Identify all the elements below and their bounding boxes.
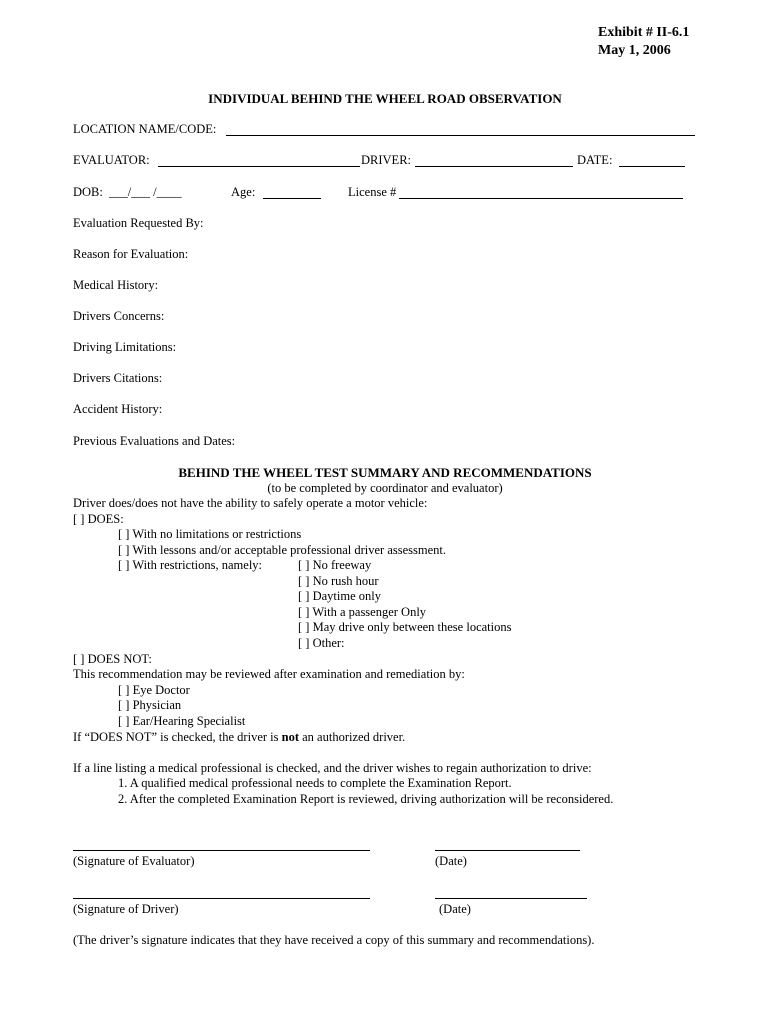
evaluator-date-line[interactable] [435, 850, 580, 851]
license-field[interactable] [399, 198, 683, 199]
specialist-physician[interactable]: [ ] Physician [118, 698, 182, 712]
not-authorized-pre: If “DOES NOT” is checked, the driver is [73, 730, 282, 744]
exhibit-date: May 1, 2006 [598, 43, 671, 58]
driver-date-label: (Date) [439, 902, 471, 916]
driver-signature-label: (Signature of Driver) [73, 902, 179, 916]
driver-signature-line[interactable] [73, 898, 370, 899]
summary-title: BEHIND THE WHEEL TEST SUMMARY AND RECOMMENDATIONS [178, 465, 592, 480]
restriction-no-rush-hour[interactable]: [ ] No rush hour [298, 574, 379, 588]
accident-history-label: Accident History: [73, 402, 163, 416]
evaluator-signature-label: (Signature of Evaluator) [73, 854, 195, 868]
does-checkbox[interactable]: [ ] DOES: [73, 512, 124, 526]
regain-statement: If a line listing a medical professional is checked, and the driver wishes to regain authorization to drive: [73, 761, 592, 775]
signature-note: (The driver’s signature indicates that they have received a copy of this summary and recommendations). [73, 933, 595, 947]
ability-statement: Driver does/does not have the ability to safely operate a motor vehicle: [73, 496, 428, 510]
not-authorized-statement [73, 731, 405, 744]
location-label: LOCATION NAME/CODE: [73, 122, 217, 136]
previous-evaluations-label: Previous Evaluations and Dates: [73, 434, 236, 448]
restriction-passenger-only[interactable]: [ ] With a passenger Only [298, 605, 427, 619]
option-no-limitations[interactable]: [ ] With no limitations or restrictions [118, 527, 302, 541]
driver-label: DRIVER: [361, 153, 411, 167]
does-not-checkbox[interactable]: [ ] DOES NOT: [73, 652, 152, 666]
review-statement: This recommendation may be reviewed after examination and remediation by: [73, 667, 465, 681]
medical-history-label: Medical History: [73, 278, 159, 292]
date-label: DATE: [577, 153, 613, 167]
summary-subtitle: (to be completed by coordinator and evaluator) [267, 481, 503, 495]
step-2: 2. After the completed Examination Report is reviewed, driving authorization will be reconsidered. [118, 792, 614, 806]
driving-limitations-label: Driving Limitations: [73, 340, 177, 354]
driver-field[interactable] [415, 166, 573, 167]
evaluation-requested-label: Evaluation Requested By: [73, 216, 204, 230]
age-label: Age: [231, 185, 256, 199]
drivers-citations-label: Drivers Citations: [73, 371, 163, 385]
step-1: 1. A qualified medical professional needs to complete the Examination Report. [118, 776, 512, 790]
evaluator-field[interactable] [158, 166, 360, 167]
evaluator-label: EVALUATOR: [73, 153, 150, 167]
license-label: License # [348, 185, 397, 199]
reason-label: Reason for Evaluation: [73, 247, 189, 261]
evaluator-date-label: (Date) [435, 854, 467, 868]
location-field[interactable] [226, 135, 695, 136]
age-field[interactable] [263, 198, 321, 199]
date-field[interactable] [619, 166, 685, 167]
driver-date-line[interactable] [435, 898, 587, 899]
dob-label: DOB: [73, 185, 103, 199]
restriction-no-freeway[interactable]: [ ] No freeway [298, 558, 372, 572]
form-title: INDIVIDUAL BEHIND THE WHEEL ROAD OBSERVATION [208, 91, 562, 106]
not-authorized-post: an authorized driver. [299, 730, 406, 744]
evaluator-signature-line[interactable] [73, 850, 370, 851]
specialist-ear-hearing[interactable]: [ ] Ear/Hearing Specialist [118, 714, 246, 728]
option-restrictions[interactable]: [ ] With restrictions, namely: [118, 558, 263, 572]
drivers-concerns-label: Drivers Concerns: [73, 309, 165, 323]
not-authorized-bold: not [281, 730, 299, 744]
exhibit-number: Exhibit # II-6.1 [598, 25, 690, 40]
option-lessons[interactable]: [ ] With lessons and/or acceptable professional driver assessment. [118, 543, 446, 557]
restriction-locations[interactable]: [ ] May drive only between these locations [298, 620, 512, 634]
restriction-other[interactable]: [ ] Other: [298, 636, 345, 650]
restriction-daytime-only[interactable]: [ ] Daytime only [298, 589, 381, 603]
specialist-eye-doctor[interactable]: [ ] Eye Doctor [118, 683, 190, 697]
dob-field[interactable]: ___/___ /____ [109, 185, 182, 199]
